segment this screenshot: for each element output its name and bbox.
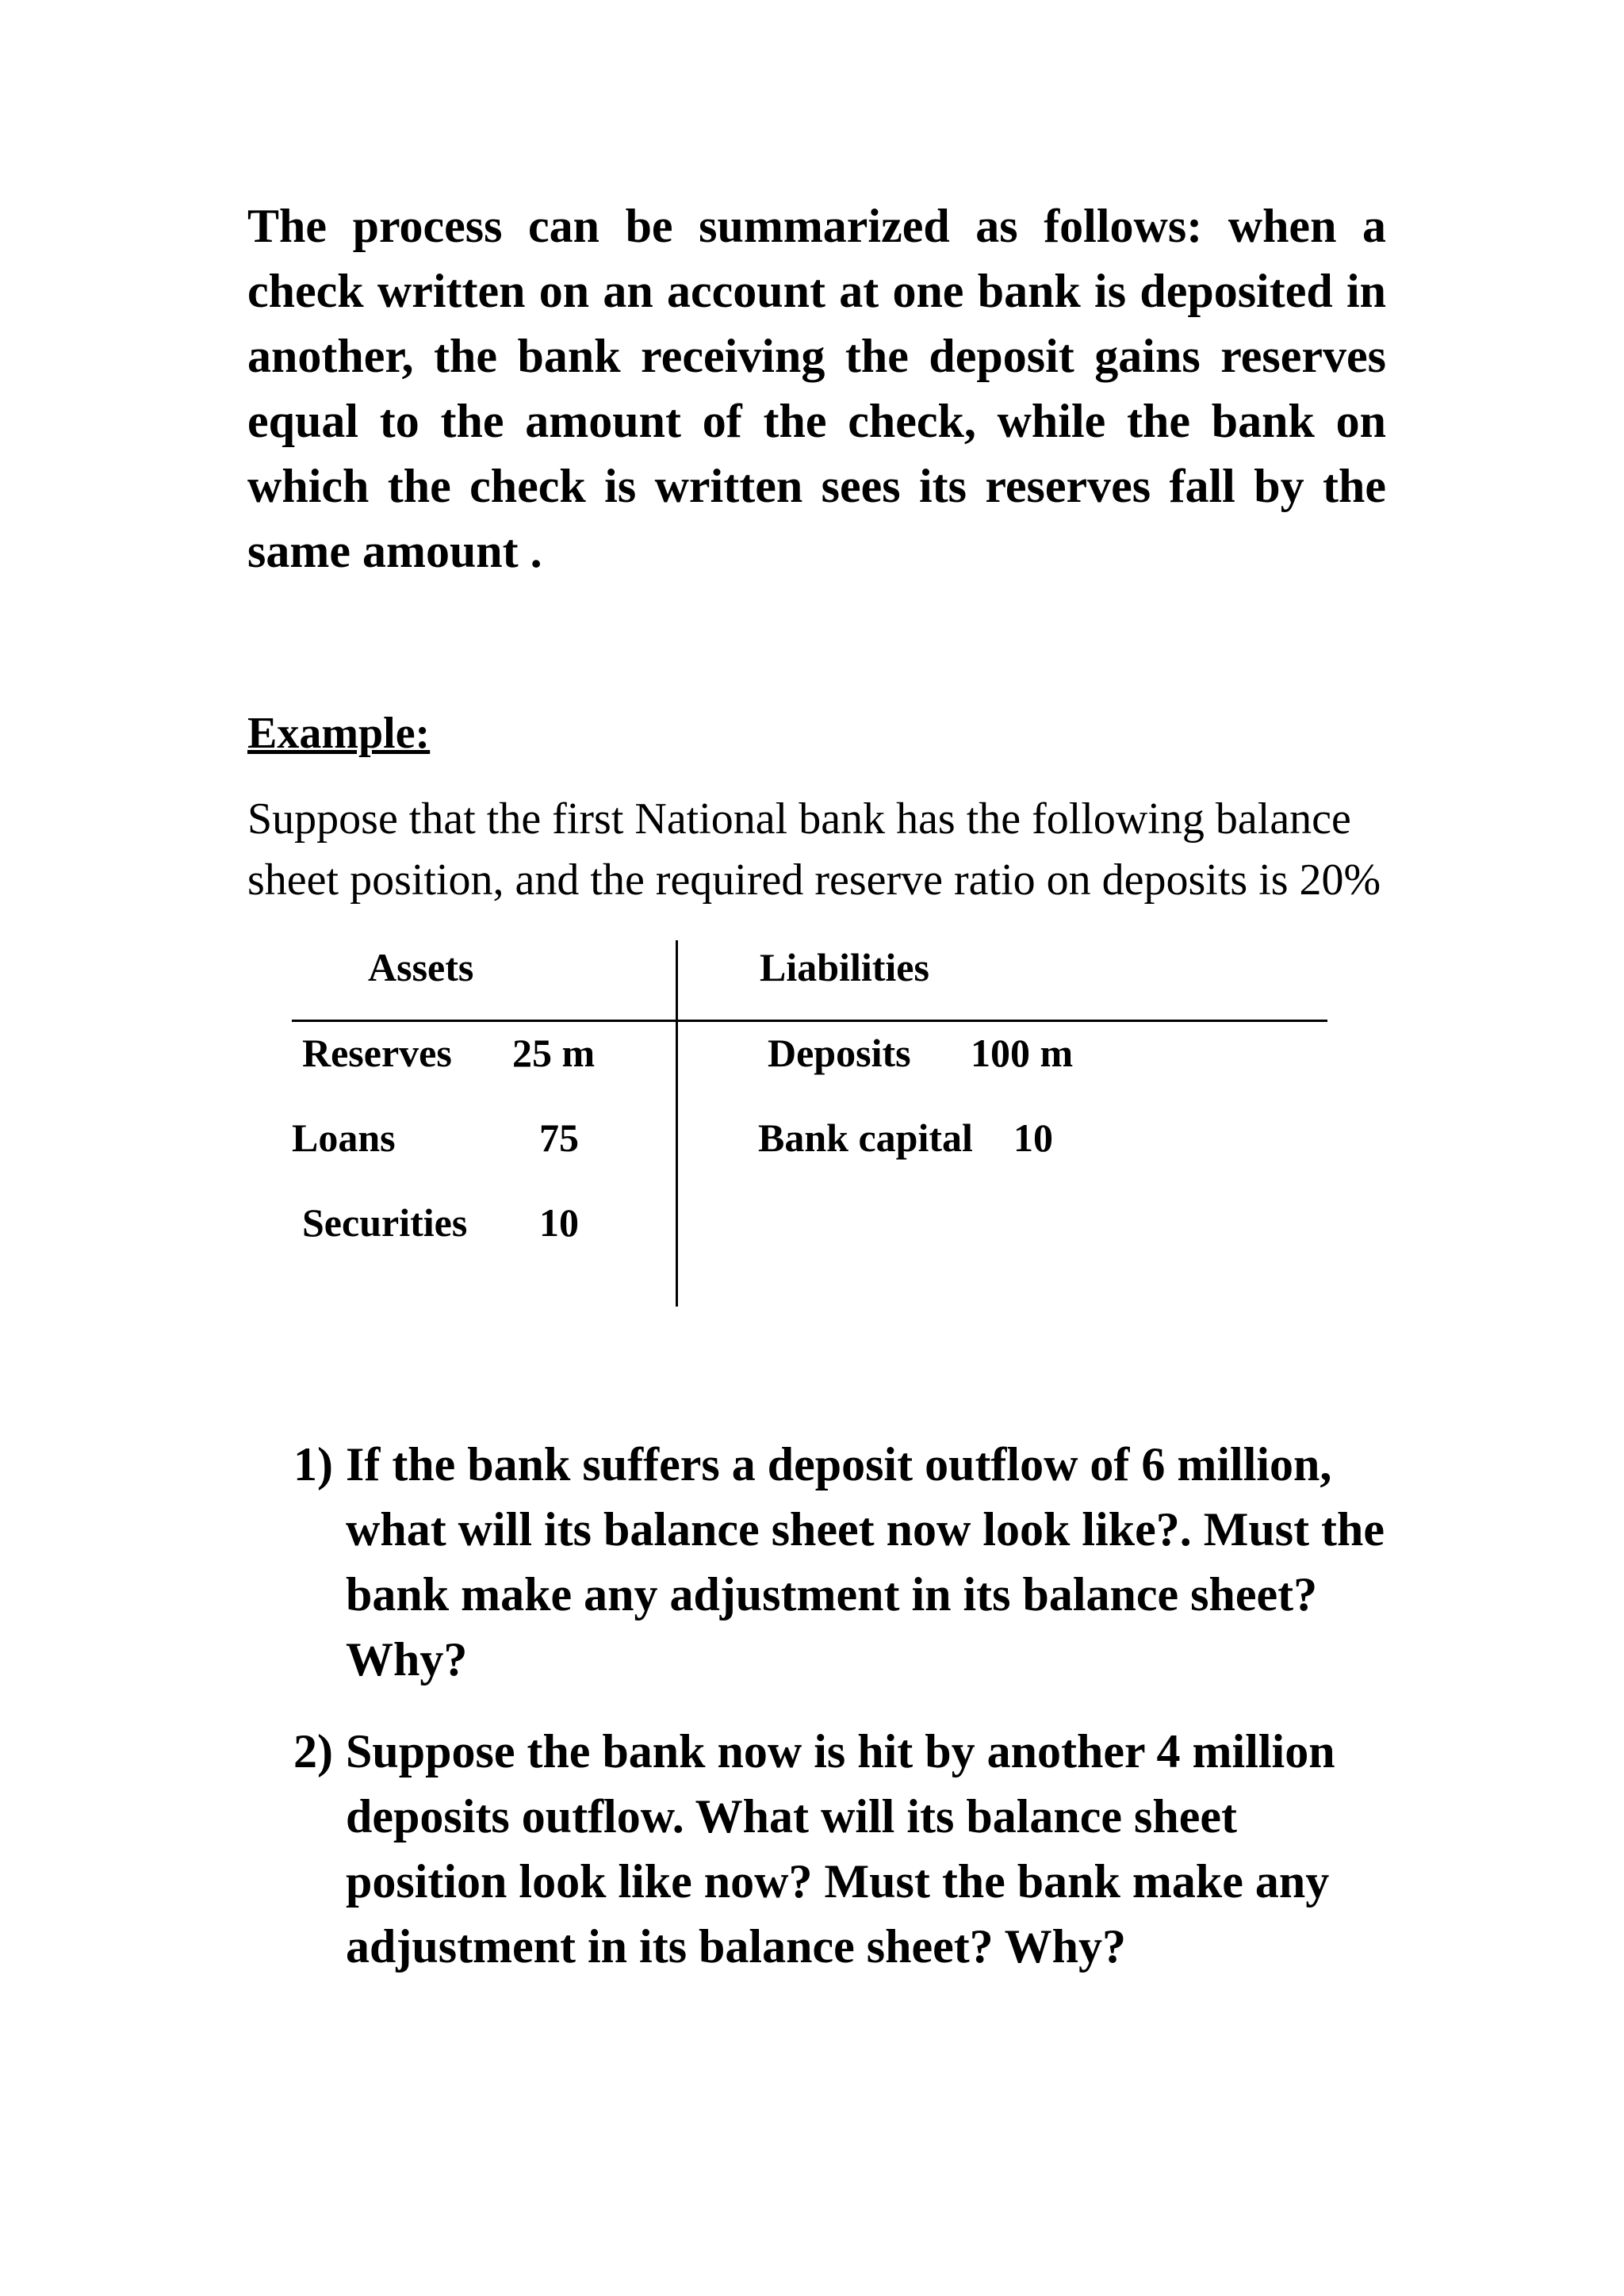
liability-value-bank-capital: 10 bbox=[1013, 1115, 1053, 1160]
asset-value-reserves: 25 m bbox=[512, 1031, 596, 1075]
balance-sheet-horizontal-rule bbox=[292, 1020, 1327, 1022]
question-list bbox=[293, 1432, 1404, 2006]
asset-value-loans: 75 bbox=[539, 1115, 579, 1160]
example-heading: Example: bbox=[247, 709, 431, 758]
question-item bbox=[293, 1432, 1404, 1692]
example-intro: Suppose that the first National bank has the following balance sheet position, and the required reserve ratio on deposits is 20% bbox=[247, 794, 1381, 905]
question-number: 1) bbox=[293, 1438, 333, 1490]
liabilities-header: Liabilities bbox=[760, 945, 929, 989]
liability-label-bank-capital: Bank capital bbox=[758, 1115, 973, 1160]
summary-paragraph: The process can be summarized as follows: when a check written on an account at one bank is deposited in another, the bank receiving the deposit gains reserves equal to the amount of the check, while the bank on which the check is written sees its reserves fall by the same amount . bbox=[247, 200, 1386, 577]
assets-header: Assets bbox=[368, 945, 474, 989]
question-item bbox=[293, 1719, 1404, 1979]
liability-label-deposits: Deposits bbox=[768, 1031, 911, 1075]
asset-value-securities: 10 bbox=[539, 1200, 579, 1245]
asset-label-securities: Securities bbox=[302, 1200, 468, 1245]
asset-label-loans: Loans bbox=[292, 1115, 396, 1160]
question-number: 2) bbox=[293, 1725, 333, 1777]
asset-label-reserves: Reserves bbox=[302, 1031, 452, 1075]
balance-sheet-vertical-rule bbox=[676, 940, 678, 1307]
liability-value-deposits: 100 m bbox=[971, 1031, 1074, 1075]
question-text: Suppose the bank now is hit by another 4 million deposits outflow. What will its balance sheet position look like now? Must the bank make any adjustment in its balance sheet? Why? bbox=[346, 1725, 1335, 1973]
question-text: If the bank suffers a deposit outflow of 6 million, what will its balance sheet now look like?. Must the bank make any adjustment in its balance sheet? Why? bbox=[346, 1438, 1385, 1686]
